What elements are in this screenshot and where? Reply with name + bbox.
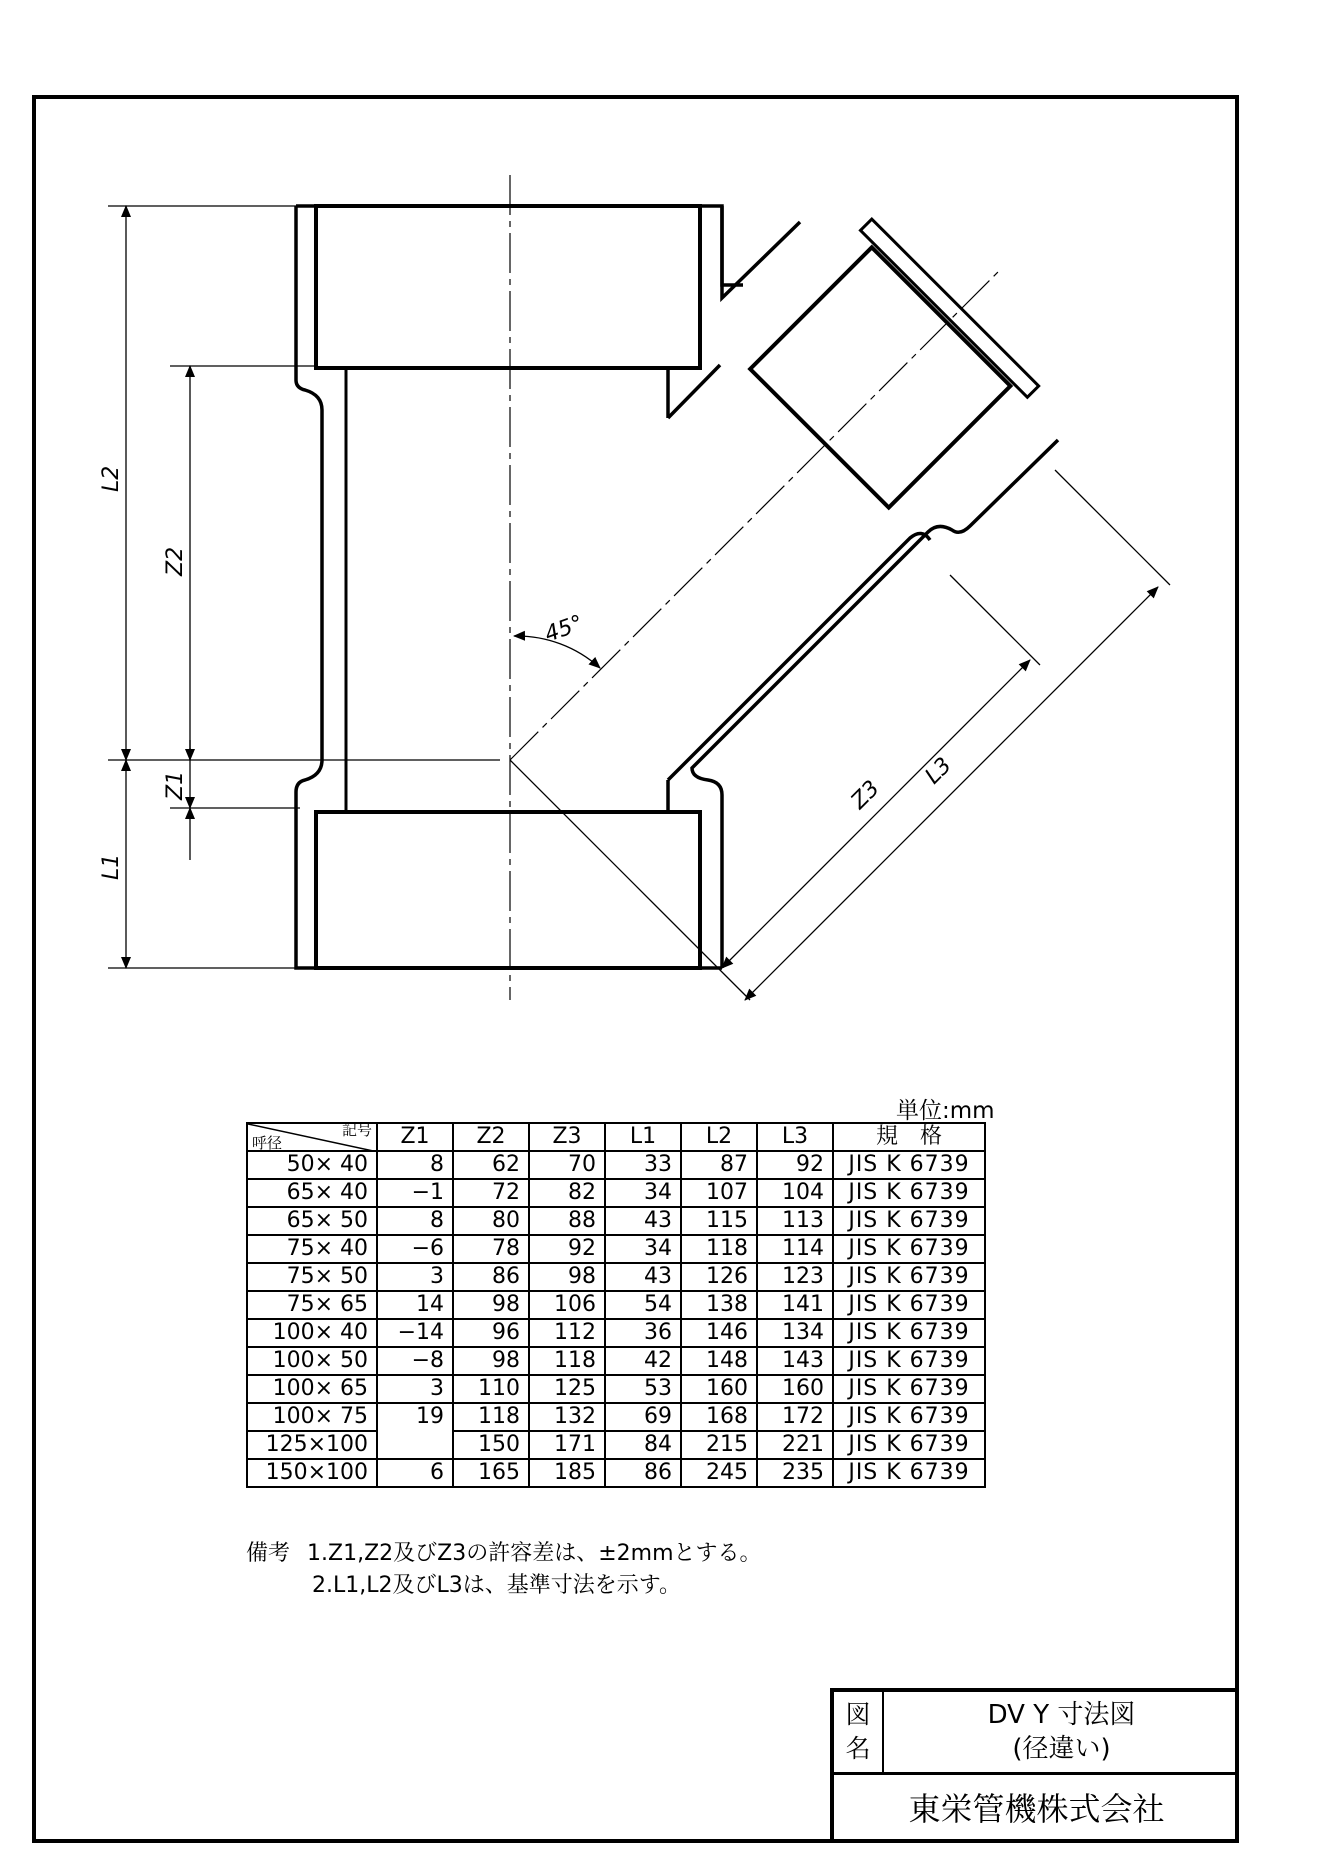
- l2-cell: 215: [681, 1431, 757, 1459]
- header-l3: L3: [757, 1123, 833, 1151]
- note-row-2: [246, 1570, 762, 1602]
- z2-cell: 118: [453, 1403, 529, 1431]
- l1-cell: 54: [605, 1291, 681, 1319]
- z1-cell: −14: [377, 1319, 453, 1347]
- size-cell: 100× 50: [247, 1347, 377, 1375]
- z2-cell: 110: [453, 1375, 529, 1403]
- table-row: [247, 1151, 985, 1179]
- table-row: [247, 1459, 985, 1487]
- label-z2: Z2: [163, 546, 188, 576]
- size-cell: 65× 50: [247, 1207, 377, 1235]
- l1-cell: 69: [605, 1403, 681, 1431]
- header-z1: Z1: [377, 1123, 453, 1151]
- z2-cell: 98: [453, 1347, 529, 1375]
- size-cell: 100× 65: [247, 1375, 377, 1403]
- l2-cell: 107: [681, 1179, 757, 1207]
- z2-cell: 62: [453, 1151, 529, 1179]
- l3-cell: 141: [757, 1291, 833, 1319]
- l1-cell: 43: [605, 1263, 681, 1291]
- branch-socket: [736, 219, 1039, 522]
- l1-cell: 53: [605, 1375, 681, 1403]
- label-z3: Z3: [846, 776, 885, 815]
- l3-cell: 123: [757, 1263, 833, 1291]
- z2-cell: 165: [453, 1459, 529, 1487]
- label-l1: L1: [99, 853, 124, 880]
- dimension-lines: [108, 206, 1170, 1000]
- z3-cell: 112: [529, 1319, 605, 1347]
- notes-label: 備考: [246, 1541, 291, 1566]
- l1-cell: 84: [605, 1431, 681, 1459]
- l3-cell: 235: [757, 1459, 833, 1487]
- z1-cell: 3: [377, 1375, 453, 1403]
- header-z2: Z2: [453, 1123, 529, 1151]
- z1-cell: 3: [377, 1263, 453, 1291]
- title-label-2: 名: [845, 1734, 871, 1763]
- table-row: [247, 1347, 985, 1375]
- standard-cell: JIS K 6739: [833, 1347, 985, 1375]
- standard-cell: JIS K 6739: [833, 1179, 985, 1207]
- label-angle: 45°: [541, 610, 587, 648]
- header-standard: 規 格: [833, 1123, 985, 1151]
- l3-cell: 92: [757, 1151, 833, 1179]
- l2-cell: 126: [681, 1263, 757, 1291]
- z3-cell: 98: [529, 1263, 605, 1291]
- standard-cell: JIS K 6739: [833, 1291, 985, 1319]
- corner-cell: [247, 1123, 377, 1151]
- l2-cell: 146: [681, 1319, 757, 1347]
- z1-cell: 8: [377, 1151, 453, 1179]
- center-lines: [510, 175, 1000, 1000]
- z2-cell: 98: [453, 1291, 529, 1319]
- l1-cell: 42: [605, 1347, 681, 1375]
- label-z1: Z1: [163, 770, 188, 800]
- title-label-1: 図: [845, 1700, 871, 1729]
- table-row: [247, 1319, 985, 1347]
- size-cell: 100× 40: [247, 1319, 377, 1347]
- table-row: [247, 1179, 985, 1207]
- size-cell: 75× 40: [247, 1235, 377, 1263]
- l1-cell: 34: [605, 1179, 681, 1207]
- table-row: [247, 1207, 985, 1235]
- z3-cell: 70: [529, 1151, 605, 1179]
- size-cell: 50× 40: [247, 1151, 377, 1179]
- corner-top-label: 記号: [341, 1121, 372, 1139]
- unit-label: 単位:mm: [896, 1098, 995, 1124]
- l2-cell: 160: [681, 1375, 757, 1403]
- standard-cell: JIS K 6739: [833, 1459, 985, 1487]
- standard-cell: JIS K 6739: [833, 1151, 985, 1179]
- label-l2: L2: [99, 465, 124, 492]
- drawing-title-line2: (径違い): [1012, 1734, 1111, 1764]
- z3-cell: 92: [529, 1235, 605, 1263]
- l1-cell: 86: [605, 1459, 681, 1487]
- z2-cell: 150: [453, 1431, 529, 1459]
- z3-cell: 185: [529, 1459, 605, 1487]
- title-divider: [834, 1772, 1239, 1775]
- l1-cell: 33: [605, 1151, 681, 1179]
- l3-cell: 114: [757, 1235, 833, 1263]
- table-row: [247, 1403, 985, 1431]
- standard-cell: JIS K 6739: [833, 1207, 985, 1235]
- z1-cell: 6: [377, 1459, 453, 1487]
- l2-cell: 138: [681, 1291, 757, 1319]
- corner-bottom-label: 呼径: [252, 1134, 283, 1152]
- l2-cell: 168: [681, 1403, 757, 1431]
- size-cell: 125×100: [247, 1431, 377, 1459]
- l2-cell: 115: [681, 1207, 757, 1235]
- z2-cell: 80: [453, 1207, 529, 1235]
- l2-cell: 245: [681, 1459, 757, 1487]
- standard-cell: JIS K 6739: [833, 1319, 985, 1347]
- table-row: [247, 1291, 985, 1319]
- size-cell: 100× 75: [247, 1403, 377, 1431]
- note-1: 1.Z1,Z2及びZ3の許容差は、±2mmとする。: [307, 1541, 762, 1566]
- z2-cell: 78: [453, 1235, 529, 1263]
- notes: [246, 1538, 762, 1602]
- size-cell: 75× 50: [247, 1263, 377, 1291]
- l3-cell: 221: [757, 1431, 833, 1459]
- z2-cell: 86: [453, 1263, 529, 1291]
- z3-cell: 82: [529, 1179, 605, 1207]
- size-cell: 150×100: [247, 1459, 377, 1487]
- title-label: [834, 1692, 884, 1772]
- size-cell: 75× 65: [247, 1291, 377, 1319]
- title-block: [830, 1688, 1239, 1843]
- table-header-row: [247, 1123, 985, 1151]
- l1-cell: 43: [605, 1207, 681, 1235]
- header-l1: L1: [605, 1123, 681, 1151]
- drawing-title: [884, 1692, 1239, 1772]
- z3-cell: 106: [529, 1291, 605, 1319]
- z1-cell: 19: [377, 1403, 453, 1459]
- table-row: [247, 1431, 985, 1459]
- z3-cell: 171: [529, 1431, 605, 1459]
- l3-cell: 160: [757, 1375, 833, 1403]
- standard-cell: JIS K 6739: [833, 1263, 985, 1291]
- standard-cell: JIS K 6739: [833, 1375, 985, 1403]
- l1-cell: 36: [605, 1319, 681, 1347]
- l2-cell: 148: [681, 1347, 757, 1375]
- header-l2: L2: [681, 1123, 757, 1151]
- l2-cell: 118: [681, 1235, 757, 1263]
- z1-cell: 14: [377, 1291, 453, 1319]
- table-row: [247, 1235, 985, 1263]
- z1-cell: −6: [377, 1235, 453, 1263]
- l3-cell: 172: [757, 1403, 833, 1431]
- dimension-text: [99, 466, 957, 880]
- size-cell: 65× 40: [247, 1179, 377, 1207]
- dimension-table: [246, 1122, 986, 1488]
- l3-cell: 104: [757, 1179, 833, 1207]
- l3-cell: 143: [757, 1347, 833, 1375]
- standard-cell: JIS K 6739: [833, 1431, 985, 1459]
- label-l3: L3: [920, 752, 957, 790]
- z1-cell: 8: [377, 1207, 453, 1235]
- header-z3: Z3: [529, 1123, 605, 1151]
- l3-cell: 134: [757, 1319, 833, 1347]
- z3-cell: 118: [529, 1347, 605, 1375]
- l1-cell: 34: [605, 1235, 681, 1263]
- table-row: [247, 1375, 985, 1403]
- z3-cell: 132: [529, 1403, 605, 1431]
- l2-cell: 87: [681, 1151, 757, 1179]
- z3-cell: 88: [529, 1207, 605, 1235]
- z1-cell: −8: [377, 1347, 453, 1375]
- standard-cell: JIS K 6739: [833, 1403, 985, 1431]
- drawing-title-line1: DV Y 寸法図: [987, 1700, 1136, 1730]
- note-row-1: [246, 1538, 762, 1570]
- z2-cell: 72: [453, 1179, 529, 1207]
- table-row: [247, 1263, 985, 1291]
- note-2: 2.L1,L2及びL3は、基準寸法を示す。: [312, 1573, 681, 1598]
- l3-cell: 113: [757, 1207, 833, 1235]
- standard-cell: JIS K 6739: [833, 1235, 985, 1263]
- z2-cell: 96: [453, 1319, 529, 1347]
- company-name: 東栄管機株式会社: [908, 1790, 1165, 1828]
- z1-cell: −1: [377, 1179, 453, 1207]
- z3-cell: 125: [529, 1375, 605, 1403]
